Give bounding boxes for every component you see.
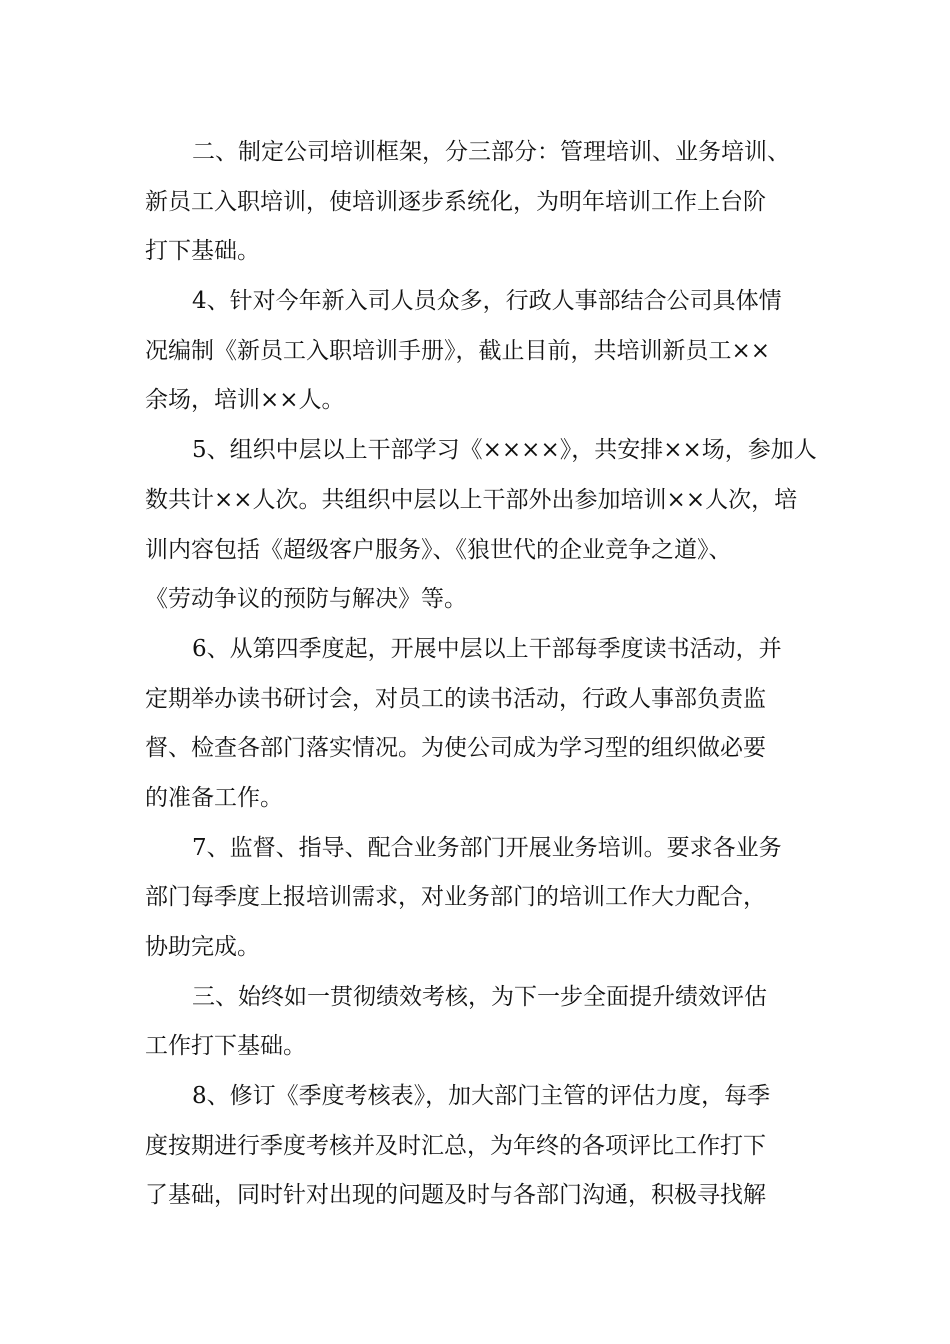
text-line: 训内容包括《超级客户服务》、《狼世代的企业竞争之道》、 [145,536,732,563]
text-line: 6、从第四季度起，开展中层以上干部每季度读书活动，并 [192,635,782,662]
text-line: 5、组织中层以上干部学习《××××》，共安排××场，参加人 [192,437,817,464]
text-line: 督、检查各部门落实情况。为使公司成为学习型的组织做必要 [145,735,766,762]
text-line: 数共计××人次。共组织中层以上干部外出参加培训××人次，培 [145,486,798,513]
text-line: 二、制定公司培训框架，分三部分：管理培训、业务培训、 [192,139,790,165]
text-line: 4、针对今年新入司人员众多，行政人事部结合公司具体情 [192,288,782,315]
text-line: 新员工入职培训，使培训逐步系统化，为明年培训工作上台阶 [145,188,766,215]
text-line: 7、监督、指导、配合业务部门开展业务培训。要求各业务 [192,834,782,861]
text-line: 部门每季度上报培训需求，对业务部门的培训工作大力配合， [145,884,766,911]
document-body [145,128,817,1221]
text-line: 度按期进行季度考核并及时汇总，为年终的各项评比工作打下 [145,1132,766,1159]
text-line: 况编制《新员工入职培训手册》，截止目前，共培训新员工×× [145,337,771,364]
text-line: 了基础，同时针对出现的问题及时与各部门沟通，积极寻找解 [145,1182,766,1209]
text-line: 协助完成。 [145,934,260,960]
text-line: 余场，培训××人。 [145,387,345,414]
text-line: 8、修订《季度考核表》，加大部门主管的评估力度，每季 [192,1083,771,1110]
text-line: 打下基础。 [145,238,260,265]
text-line: 《劳动争议的预防与解决》等。 [145,586,467,613]
text-line: 的准备工作。 [145,784,283,811]
text-line: 定期举办读书研讨会，对员工的读书活动，行政人事部负责监 [145,685,766,712]
text-line: 工作打下基础。 [145,1033,306,1060]
text-line: 三、始终如一贯彻绩效考核，为下一步全面提升绩效评估 [192,983,767,1010]
